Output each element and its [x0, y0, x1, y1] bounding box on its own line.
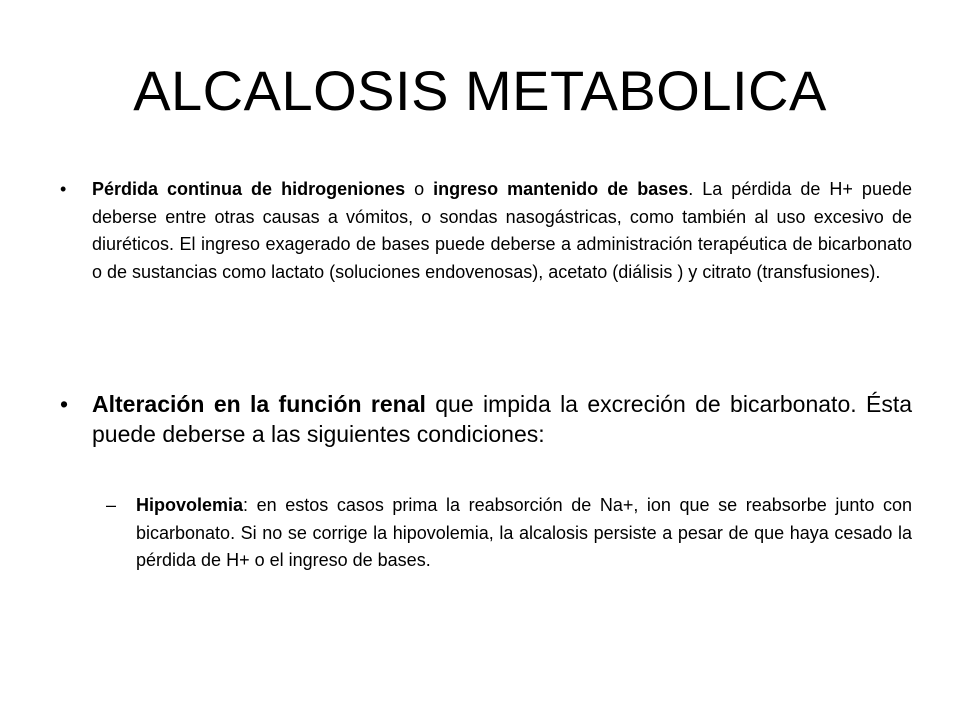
bullet-bold-text: ingreso mantenido de bases: [433, 179, 689, 199]
bullet-funcion-renal: [60, 389, 912, 449]
bullet-bold-text: Alteración en la función renal: [92, 391, 426, 417]
bullet-marker: •: [60, 391, 69, 417]
subbullet-marker: –: [106, 495, 117, 515]
bullet-marker: •: [60, 179, 67, 199]
bullet-text: . La pérdida de H+ puede deberse entre otras causas a vómitos, o sondas nasogástricas, como también al uso excesivo de diuréticos. El ingreso exagerado de bases puede deberse a administración terapéutica de bicarbonato o de sustancias como lactato (soluciones endovenosas), acetato (diálisis ) y citrato (transfusiones).: [92, 179, 912, 282]
bullet-text: o: [405, 179, 434, 199]
bullet-perdida-hidrogeniones: [60, 176, 912, 286]
subbullet-text: : en estos casos prima la reabsorción de Na+, ion que se reabsorbe junto con bicarbonato. Si no se corrige la hipovolemia, la alcalosis persiste a pesar de que haya cesado la pérdida de H+ o el ingreso de bases.: [136, 495, 912, 570]
subbullet-bold-text: Hipovolemia: [136, 495, 244, 515]
bullet-bold-text: Pérdida continua de hidrogeniones: [92, 179, 406, 199]
slide-title: ALCALOSIS METABOLICA: [133, 59, 827, 122]
bullet-text: que impida la excreción de bicarbonato. Ésta puede deberse a las siguientes condiciones:: [92, 391, 912, 447]
subbullet-hipovolemia: [106, 492, 912, 575]
